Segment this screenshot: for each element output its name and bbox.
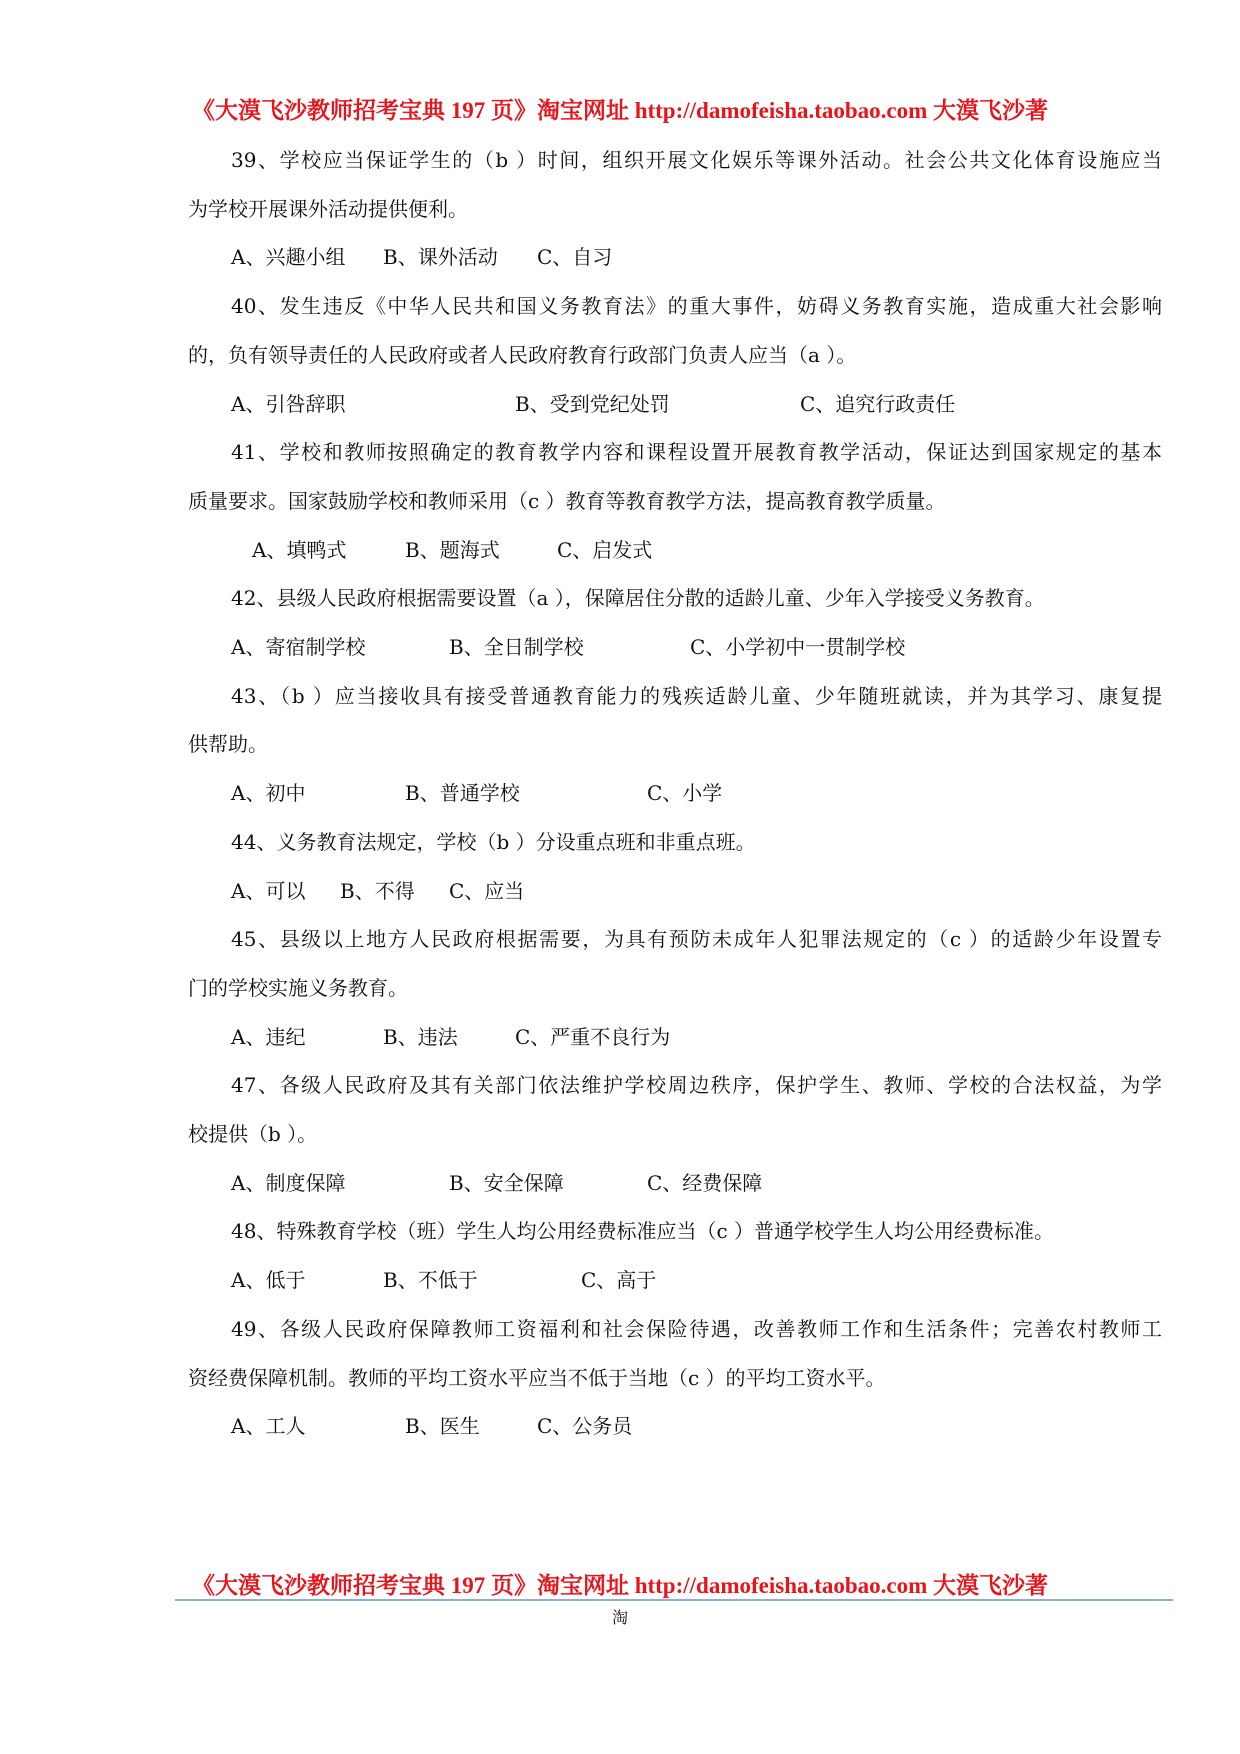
answer-option: A、兴趣小组 [231,245,346,270]
answer-option: C、经费保障 [647,1170,763,1195]
header-banner: 《大漠飞沙教师招考宝典 197 页》淘宝网址 http://damofeisha.taobao.com 大漠飞沙著 [191,98,1049,123]
question-text-line: 48、特殊教育学校（班）学生人均公用经费标准应当（c ）普通学校学生人均公用经费标准。 [231,1219,1055,1244]
answer-option: B、不得 [340,878,415,903]
question-text-line: 39、学校应当保证学生的（b ）时间，组织开展文化娱乐等课外活动。社会公共文化体育设施应当 [231,148,1162,172]
answer-option: A、工人 [231,1414,306,1439]
question-text-line: 43、（b ）应当接收具有接受普通教育能力的残疾适龄儿童、少年随班就读，并为其学习、康复提 [231,683,1162,708]
answer-option: A、制度保障 [231,1170,346,1195]
answer-option: B、全日制学校 [449,635,584,659]
answer-option: C、应当 [449,878,525,903]
answer-option: B、不低于 [383,1268,478,1293]
page-footer-text: 淘 [611,1608,628,1627]
question-text-line: 校提供（b ）。 [188,1122,318,1146]
answer-option: A、可以 [231,878,306,903]
question-text-line: 42、县级人民政府根据需要设置（a ），保障居住分散的适龄儿童、少年入学接受义务教育。 [231,586,1045,611]
answer-option: C、启发式 [557,537,653,562]
question-text-line: 47、各级人民政府及其有关部门依法维护学校周边秩序，保护学生、教师、学校的合法权益，为学 [231,1073,1162,1098]
footer-divider [175,1599,1173,1601]
answer-option: B、普通学校 [405,781,520,806]
question-text-line: 门的学校实施义务教育。 [188,975,408,1000]
question-text-line: 资经费保障机制。教师的平均工资水平应当不低于当地（c ）的平均工资水平。 [188,1365,886,1390]
question-text-line: 为学校开展课外活动提供便利。 [188,196,468,221]
answer-option: B、违法 [383,1024,458,1049]
answer-option: A、初中 [231,781,306,806]
answer-option: A、填鸭式 [252,537,347,562]
answer-option: B、题海式 [405,537,500,562]
footer-banner: 《大漠飞沙教师招考宝典 197 页》淘宝网址 http://damofeisha.taobao.com 大漠飞沙著 [191,1573,1049,1598]
question-text-line: 40、发生违反《中华人民共和国义务教育法》的重大事件，妨碍义务教育实施，造成重大社会影响 [231,294,1162,319]
answer-option: C、高于 [581,1268,657,1293]
question-text-line: 45、县级以上地方人民政府根据需要，为具有预防未成年人犯罪法规定的（c ）的适龄少年设置专 [231,927,1162,952]
answer-option: C、小学初中一贯制学校 [690,635,906,659]
answer-option: A、违纪 [231,1024,306,1049]
answer-option: C、公务员 [537,1414,633,1439]
answer-option: B、安全保障 [449,1170,564,1195]
answer-option: B、课外活动 [383,245,498,270]
answer-option: A、低于 [231,1268,306,1293]
question-text-line: 44、义务教育法规定，学校（b ）分设重点班和非重点班。 [231,829,756,854]
question-text-line: 的，负有领导责任的人民政府或者人民政府教育行政部门负责人应当（a ）。 [188,342,857,367]
answer-option: A、寄宿制学校 [231,635,366,659]
question-text-line: 41、学校和教师按照确定的教育教学内容和课程设置开展教育教学活动，保证达到国家规定的基本 [231,440,1162,465]
answer-option: C、自习 [537,245,613,270]
answer-option: A、引咎辞职 [231,391,346,416]
answer-option: B、医生 [405,1414,480,1439]
answer-option: B、受到党纪处罚 [515,391,670,416]
answer-option: C、小学 [647,781,723,806]
answer-option: C、追究行政责任 [800,391,956,416]
question-text-line: 49、各级人民政府保障教师工资福利和社会保险待遇，改善教师工作和生活条件；完善农村教师工 [231,1316,1162,1341]
question-text-line: 供帮助。 [188,732,268,757]
question-text-line: 质量要求。国家鼓励学校和教师采用（c ）教育等教育教学方法，提高教育教学质量。 [188,488,946,513]
answer-option: C、严重不良行为 [515,1024,671,1049]
